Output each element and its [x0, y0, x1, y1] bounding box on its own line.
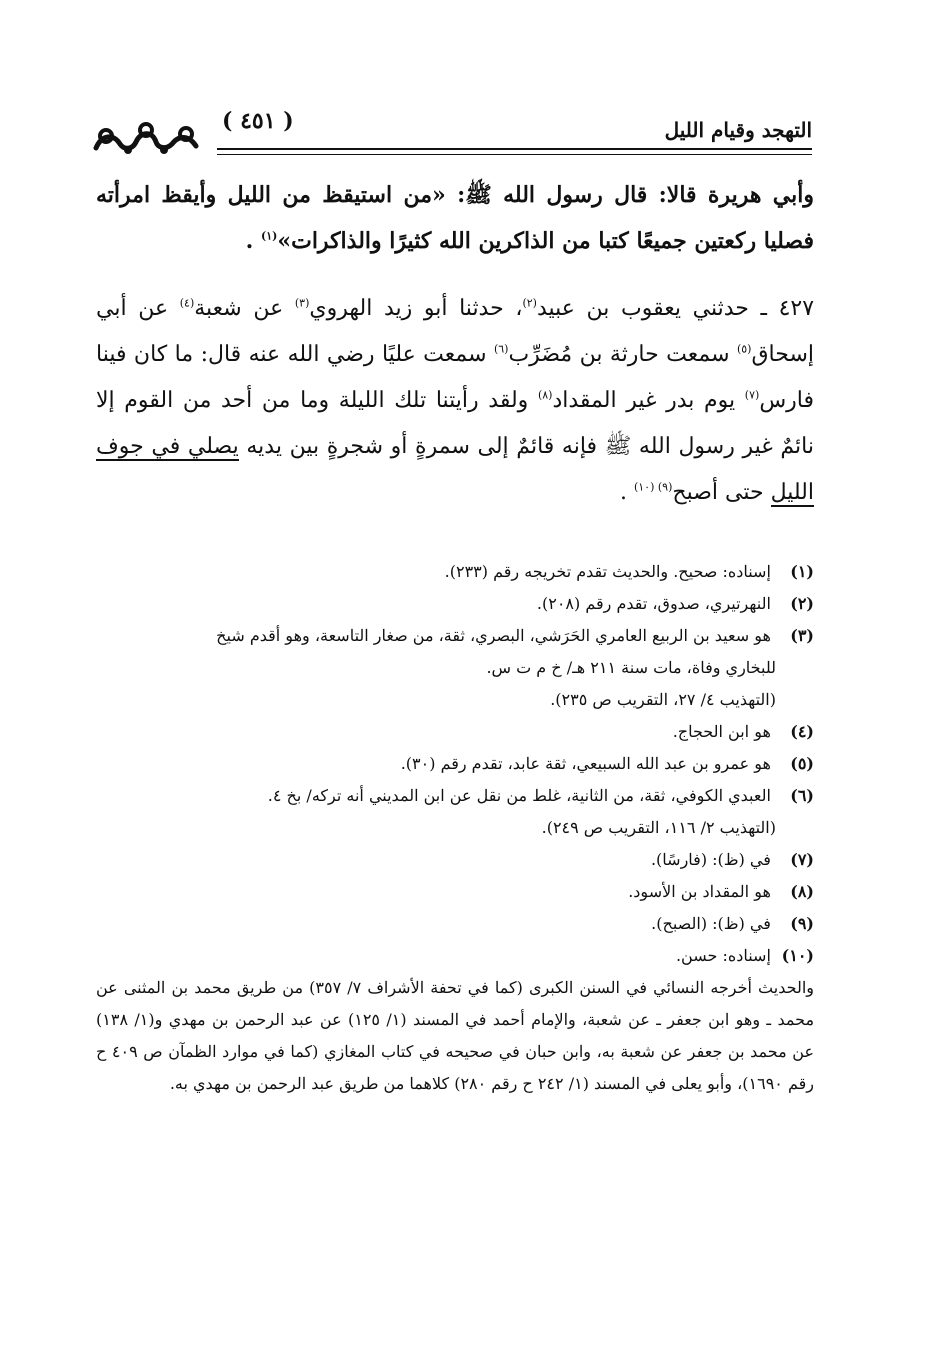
footnote-4: [96, 716, 814, 748]
footnote-text: هو عمرو بن عبد الله السبيعي، ثقة عابد، تقدم رقم (٣٠).: [400, 754, 771, 773]
footnote-ref-1: (١): [261, 229, 278, 243]
footnote-number: (٦): [790, 786, 814, 805]
hadith-end: .: [619, 480, 634, 505]
footnote-text: هو المقداد بن الأسود.: [628, 882, 771, 901]
footnote-number: (١٠): [781, 946, 814, 965]
footnote-text: العبدي الكوفي، ثقة، من الثانية، غلط من نقل عن ابن المديني أنه تركه/ بخ ٤.: [267, 786, 771, 805]
footnote-6-source: (التهذيب ٢/ ١١٦، التقريب ص ٢٤٩).: [541, 818, 776, 837]
underlined-phrase: يصلي في جوف الليل: [96, 434, 814, 505]
footnote-ref-5: (٥): [736, 342, 752, 356]
footnote-ref-9-10: (٩) (١٠): [633, 480, 673, 494]
page-number: ( ٤٥١ ): [222, 108, 294, 134]
footnote-ref-4: (٤): [179, 296, 195, 310]
hadith-text-g: يوم بدر غير المقداد: [552, 388, 745, 413]
footnote-number: (٥): [790, 754, 814, 773]
footnote-number: (٨): [790, 882, 814, 901]
footnote-7: [96, 844, 814, 876]
hadith-text-e: سمعت حارثة بن مُضَرِّب: [508, 342, 737, 367]
hadith-text-c: عن شعبة: [194, 296, 295, 321]
hadith-text-a: ٤٢٧ ـ حدثني يعقوب بن عبيد: [536, 296, 815, 321]
hadith-text-f: سمعت عليًا رضي الله عنه قال: ما كان فينا فارس: [96, 342, 815, 413]
footnote-5: [96, 748, 814, 780]
hadith-text-d: عن أبي إسحاق: [96, 296, 814, 367]
footnote-10-takhrij: والحديث أخرجه النسائي في السنن الكبرى (كما في تحفة الأشراف ٧/ ٣٥٧) من طريق محمد بن المثنى عن محمد ـ وهو ابن جعفر ـ عن شعبة، والإمام أحمد في المسند (١/ ١٢٥) عن عبد الرحمن بن مهدي و(١/ ١٣٨) عن محمد بن جعفر عن شعبة به، وابن حبان في صحيحه في كتاب المغازي (كما في موارد الظمآن ص ٤٠٩ ح رقم ١٦٩٠)، وأبو يعلى في المسند (١/ ٢٤٢ ح رقم ٢٨٠) كلاهما من طريق عبد الرحمن بن مهدي به.: [96, 978, 815, 1093]
footnote-number: (٢): [790, 594, 814, 613]
footnote-1: [96, 556, 814, 588]
hadith-427: [96, 286, 814, 516]
footnote-number: (٣): [790, 626, 814, 645]
footnote-2: [96, 588, 814, 620]
footnote-6: [96, 780, 814, 812]
footnote-9: [96, 908, 814, 940]
footnote-number: (١): [790, 562, 814, 581]
footnote-ref-3: (٣): [294, 296, 310, 310]
paragraph-1-line-1: وأبي هريرة قالا: قال رسول الله ﷺ: «من استيقظ من الليل وأيقظ امرأته: [96, 182, 814, 208]
paragraph-1-line-2: فصليا ركعتين جميعًا كتبا من الذاكرين الله كثيرًا والذاكرات»: [277, 228, 814, 254]
running-title: التهجد وقيام الليل: [664, 118, 812, 142]
page-header: [92, 108, 812, 158]
footnote-text: في (ظ): (فارسًا).: [650, 850, 771, 869]
footnote-ref-7: (٧): [744, 388, 760, 402]
footnote-text: هو سعيد بن الربيع العامري الحَرَشي، البصري، ثقة، من صغار التاسعة، وهو أقدم شيخ: [216, 626, 771, 645]
main-text: [96, 172, 814, 516]
footnote-3-continuation: للبخاري وفاة، مات سنة ٢١١ هـ/ خ م ت س.: [486, 658, 776, 677]
footnote-ref-8: (٨): [537, 388, 553, 402]
header-rule: [217, 148, 812, 155]
footnote-3-source: (التهذيب ٤/ ٢٧، التقريب ص ٢٣٥).: [550, 690, 776, 709]
hadith-text-i: حتى أصبح: [672, 480, 771, 505]
footnote-number: (٧): [790, 850, 814, 869]
decorative-ornament-icon: [92, 116, 202, 160]
footnote-ref-6: (٦): [493, 342, 509, 356]
footnote-3: [96, 620, 814, 652]
footnote-text: هو ابن الحجاج.: [672, 722, 771, 741]
footnote-8: [96, 876, 814, 908]
paragraph-1: وأبي هريرة قالا: قال رسول الله ﷺ: «من استيقظ من الليل وأيقظ امرأته فصليا ركعتين جميعًا كتبا من الذاكرين الله كثيرًا والذاكرات»$^{(١)}$ .: [96, 182, 814, 254]
footnote-text: إسناده: حسن.: [675, 946, 771, 965]
footnote-number: (٩): [790, 914, 814, 933]
hadith-text-b: ، حدثنا أبو زيد الهروي: [309, 296, 523, 321]
hadith-text-h: ولقد رأيتنا تلك الليلة وما من أحد من القوم إلا نائمٌ غير رسول الله ﷺ فإنه قائمٌ إلى سمرةٍ أو شجرةٍ بين يديه: [96, 388, 815, 459]
footnote-text: النهرتيري، صدوق، تقدم رقم (٢٠٨).: [536, 594, 771, 613]
footnote-text: في (ظ): (الصبح).: [651, 914, 771, 933]
footnote-number: (٤): [790, 722, 814, 741]
footnotes: [96, 556, 814, 1100]
footnote-10: [96, 940, 814, 972]
footnote-ref-2: (٢): [522, 296, 537, 310]
footnote-text: إسناده: صحيح. والحديث تقدم تخريجه رقم (٢٣٣).: [444, 562, 771, 581]
